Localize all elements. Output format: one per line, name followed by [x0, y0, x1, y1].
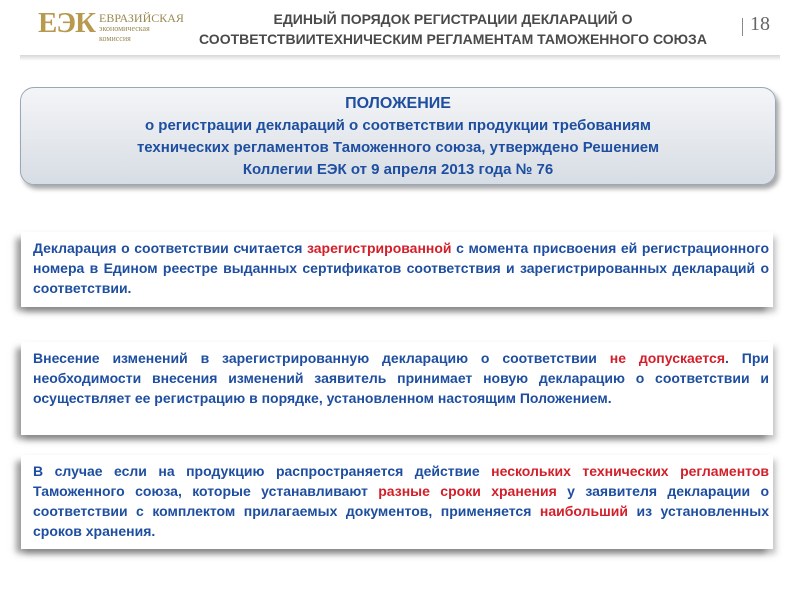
- card-text: Таможенного союза, которые устанавливают: [33, 483, 379, 499]
- slide-title: [168, 9, 738, 49]
- logo-mark: ЕЭК: [38, 7, 96, 39]
- info-card-storage: [21, 455, 773, 549]
- card-text: из установленных сроков хранения.: [33, 503, 769, 539]
- regulation-title-box: [20, 87, 776, 185]
- card-text: В случае если на продукцию распространяется действие: [33, 463, 492, 479]
- slide-header: [0, 0, 800, 66]
- regulation-line-3: Коллегии ЕЭК от 9 апреля 2013 года № 76: [242, 161, 554, 178]
- header-divider: [20, 55, 780, 61]
- eek-logo: [38, 8, 184, 44]
- card-text: Декларация о соответствии считается: [33, 240, 307, 256]
- title-line-1: ЕДИНЫЙ ПОРЯДОК РЕГИСТРАЦИИ ДЕКЛАРАЦИЙ О: [273, 11, 633, 27]
- title-separator: [742, 18, 743, 36]
- card-highlight: не допускается: [609, 350, 726, 366]
- regulation-line-2: технических регламентов Таможенного союза, утверждено Решением: [136, 139, 660, 156]
- card-text: Внесение изменений в зарегистрированную декларацию о соответствии: [33, 350, 610, 366]
- logo-line-2: экономическая: [99, 24, 150, 33]
- regulation-line-1: о регистрации деклараций о соответствии продукции требованиям: [144, 117, 652, 134]
- regulation-heading: ПОЛОЖЕНИЕ: [345, 95, 451, 112]
- card-highlight: зарегистрированной: [307, 240, 452, 256]
- logo-line-1: ЕВРАЗИЙСКАЯ: [99, 11, 184, 25]
- card-text: у заявителя декларации о соответствии с комплектом прилагаемых документов, применяется: [33, 483, 770, 519]
- title-line-2: СООТВЕТСТВИИТЕХНИЧЕСКИМ РЕГЛАМЕНТАМ ТАМОЖЕННОГО СОЮЗА: [199, 31, 707, 47]
- card-text: с момента присвоения ей регистрационного номера в Едином реестре выданных сертификатов соответствия и зарегистрированных деклараций о соответствии.: [33, 240, 770, 296]
- card-highlight: разные сроки хранения: [378, 483, 557, 499]
- page-number: 18: [750, 13, 770, 35]
- info-card-changes: [21, 342, 773, 435]
- logo-line-3: комиссия: [99, 34, 131, 43]
- card-highlight: наибольший: [539, 503, 628, 519]
- card-highlight: нескольких технических регламентов: [491, 463, 769, 479]
- card-text: . При необходимости внесения изменений заявитель принимает новую декларацию о соответствии и осуществляет ее регистрацию в порядке, установленном настоящим Положением.: [33, 350, 769, 406]
- info-card-registration: [21, 232, 773, 307]
